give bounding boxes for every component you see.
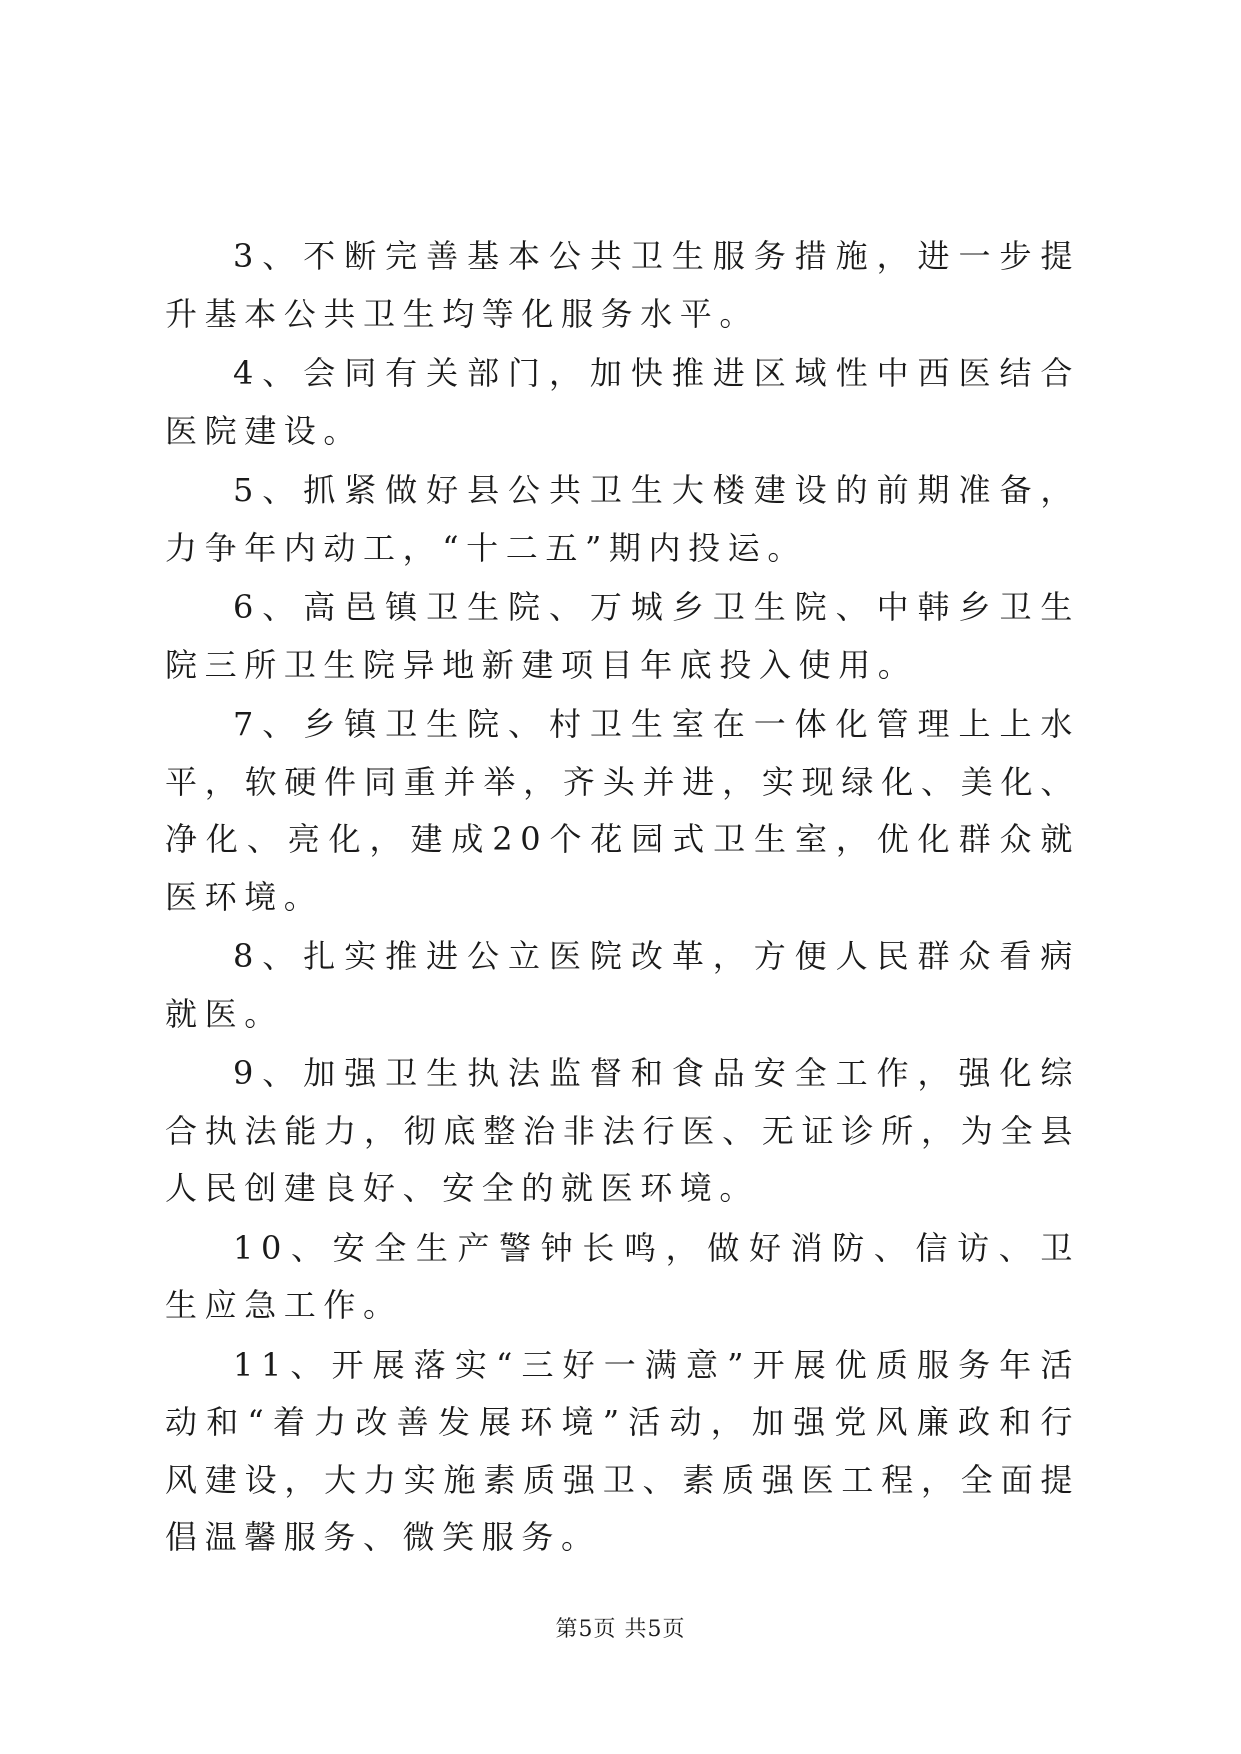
paragraph-item-6: 6、高邑镇卫生院、万城乡卫生院、中韩乡卫生院三所卫生院异地新建项目年底投入使用。 [165, 588, 1080, 684]
paragraph-item-10: 10、安全生产警钟长鸣，做好消防、信访、卫生应急工作。 [165, 1228, 1080, 1324]
paragraph-item-11: 11、开展落实“三好一满意”开展优质服务年活动和“着力改善发展环境”活动，加强党风廉政和行风建设，大力实施素质强卫、素质强医工程，全面提倡温馨服务、微笑服务。 [165, 1345, 1080, 1556]
paragraph-item-9: 9、加强卫生执法监督和食品安全工作，强化综合执法能力，彻底整治非法行医、无证诊所，为全县人民创建良好、安全的就医环境。 [165, 1054, 1080, 1207]
paragraph-item-4: 4、会同有关部门，加快推进区域性中西医结合医院建设。 [165, 354, 1080, 450]
document-body [165, 228, 1080, 1569]
paragraph-item-7: 7、乡镇卫生院、村卫生室在一体化管理上上水平，软硬件同重并举，齐头并进，实现绿化、美化、净化、亮化，建成20个花园式卫生室，优化群众就医环境。 [165, 705, 1080, 916]
page-number-footer: 第5页 共5页 [555, 1617, 686, 1642]
paragraph-item-5: 5、抓紧做好县公共卫生大楼建设的前期准备，力争年内动工，“十二五”期内投运。 [165, 471, 1080, 567]
paragraph-item-8: 8、扎实推进公立医院改革，方便人民群众看病就医。 [165, 937, 1080, 1033]
paragraph-item-3: 3、不断完善基本公共卫生服务措施，进一步提升基本公共卫生均等化服务水平。 [165, 237, 1080, 333]
